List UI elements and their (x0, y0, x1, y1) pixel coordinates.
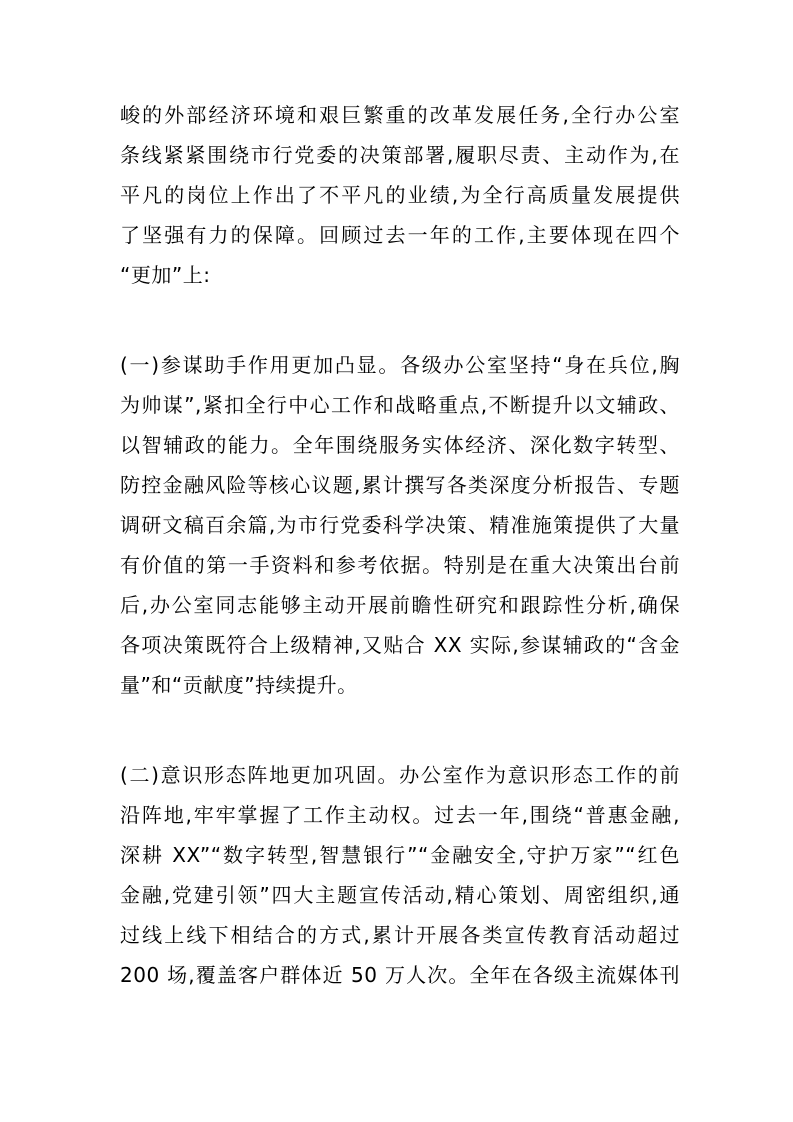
text-line: 防控金融风险等核心议题,累计撰写各类深度分析报告、专题 (120, 473, 680, 497)
text-line: 200 场,覆盖客户群体近 50 万人次。全年在各级主流媒体刊 (120, 963, 680, 987)
text-line: (一)参谋助手作用更加凸显。各级办公室坚持“身在兵位,胸 (120, 353, 680, 377)
text-line: 为帅谋”,紧扣全行中心工作和战略重点,不断提升以文辅政、 (120, 393, 680, 417)
text-line: 深耕 XX”“数字转型,智慧银行”“金融安全,守护万家”“红色 (120, 843, 680, 867)
text-line: 过线上线下相结合的方式,累计开展各类宣传教育活动超过 (120, 923, 680, 947)
text-line: 条线紧紧围绕市行党委的决策部署,履职尽责、主动作为,在 (120, 143, 680, 167)
text-line: 金融,党建引领”四大主题宣传活动,精心策划、周密组织,通 (120, 883, 680, 907)
text-line: 峻的外部经济环境和艰巨繁重的改革发展任务,全行办公室 (120, 103, 680, 127)
text-line: 各项决策既符合上级精神,又贴合 XX 实际,参谋辅政的“含金 (120, 633, 680, 657)
text-line: 调研文稿百余篇,为市行党委科学决策、精准施策提供了大量 (120, 513, 680, 537)
text-line: 以智辅政的能力。全年围绕服务实体经济、深化数字转型、 (120, 433, 680, 457)
text-line: 量”和“贡献度”持续提升。 (120, 673, 358, 697)
text-line: 平凡的岗位上作出了不平凡的业绩,为全行高质量发展提供 (120, 183, 680, 207)
text-line: 有价值的第一手资料和参考依据。特别是在重大决策出台前 (120, 553, 680, 577)
text-line: (二)意识形态阵地更加巩固。办公室作为意识形态工作的前 (120, 763, 680, 787)
text-line: 后,办公室同志能够主动开展前瞻性研究和跟踪性分析,确保 (120, 593, 680, 617)
text-line: “更加”上: (120, 263, 211, 287)
text-line: 了坚强有力的保障。回顾过去一年的工作,主要体现在四个 (120, 223, 680, 247)
text-line: 沿阵地,牢牢掌握了工作主动权。过去一年,围绕“普惠金融, (120, 803, 680, 827)
